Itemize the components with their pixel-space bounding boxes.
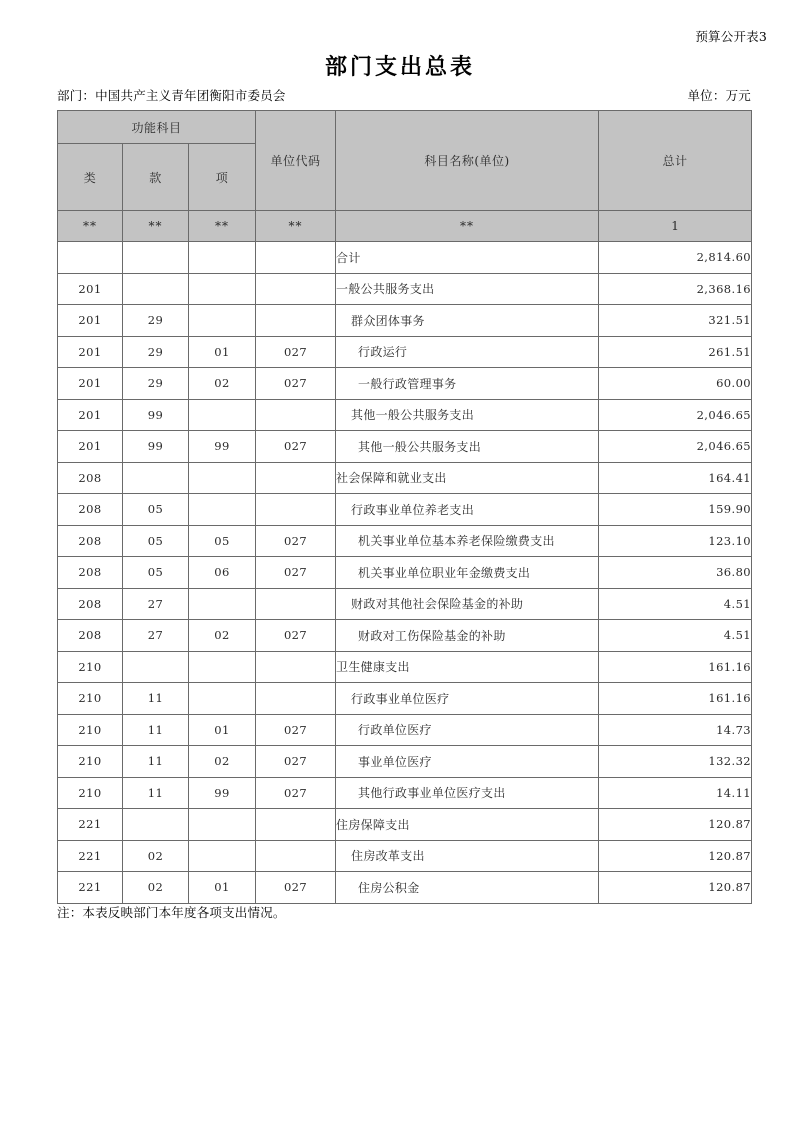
subject-name-text: 卫生健康支出 bbox=[336, 660, 410, 675]
cell-kuan: 02 bbox=[123, 840, 189, 872]
table-row bbox=[58, 399, 752, 431]
cell-subject-name bbox=[336, 714, 599, 746]
cell-xiang: 02 bbox=[189, 746, 256, 778]
page-title: 部门支出总表 bbox=[324, 55, 475, 80]
subject-name-text: 事业单位医疗 bbox=[358, 754, 432, 769]
table-row bbox=[58, 557, 752, 589]
cell-code bbox=[256, 494, 336, 526]
cell-code: 027 bbox=[256, 525, 336, 557]
department-label: 部门：中国共产主义青年团衡阳市委员会 bbox=[57, 88, 286, 103]
cell-lei: 210 bbox=[58, 714, 123, 746]
cell-code: 027 bbox=[256, 714, 336, 746]
cell-subject-name bbox=[336, 525, 599, 557]
cell-kuan: 05 bbox=[123, 557, 189, 589]
cell-lei: 210 bbox=[58, 746, 123, 778]
cell-lei: 201 bbox=[58, 305, 123, 337]
cell-kuan: 02 bbox=[123, 872, 189, 904]
cell-kuan: 11 bbox=[123, 746, 189, 778]
cell-subject-name bbox=[336, 242, 599, 274]
cell-xiang: 99 bbox=[189, 431, 256, 463]
cell-xiang bbox=[189, 462, 256, 494]
cell-xiang: 01 bbox=[189, 714, 256, 746]
cell-kuan bbox=[123, 651, 189, 683]
subject-name-text: 行政事业单位医疗 bbox=[351, 691, 450, 706]
cell-subject-name bbox=[336, 746, 599, 778]
cell-subject-name bbox=[336, 431, 599, 463]
cell-subject-name bbox=[336, 273, 599, 305]
subject-name-text: 机关事业单位基本养老保险缴费支出 bbox=[358, 534, 555, 549]
table-row bbox=[58, 714, 752, 746]
column-header-subject-name: 科目名称(单位) bbox=[336, 111, 599, 211]
index-cell-item: ** bbox=[189, 211, 256, 242]
cell-lei: 208 bbox=[58, 494, 123, 526]
table-row bbox=[58, 588, 752, 620]
cell-xiang bbox=[189, 305, 256, 337]
table-row bbox=[58, 651, 752, 683]
table-row bbox=[58, 525, 752, 557]
cell-total: 161.16 bbox=[599, 683, 752, 715]
cell-lei: 208 bbox=[58, 557, 123, 589]
cell-kuan: 27 bbox=[123, 620, 189, 652]
cell-total: 2,814.60 bbox=[599, 242, 752, 274]
subject-name-text: 财政对其他社会保险基金的补助 bbox=[351, 597, 524, 612]
cell-total: 14.11 bbox=[599, 777, 752, 809]
cell-xiang bbox=[189, 399, 256, 431]
subject-name-text: 一般公共服务支出 bbox=[336, 282, 435, 297]
cell-lei: 208 bbox=[58, 462, 123, 494]
cell-total: 60.00 bbox=[599, 368, 752, 400]
footer-note: 注：本表反映部门本年度各项支出情况。 bbox=[57, 905, 286, 920]
cell-code bbox=[256, 242, 336, 274]
cell-code bbox=[256, 683, 336, 715]
cell-total: 132.32 bbox=[599, 746, 752, 778]
cell-total: 120.87 bbox=[599, 809, 752, 841]
cell-lei: 210 bbox=[58, 683, 123, 715]
cell-lei: 201 bbox=[58, 336, 123, 368]
subject-name-text: 行政事业单位养老支出 bbox=[351, 502, 475, 517]
table-row bbox=[58, 840, 752, 872]
cell-total: 164.41 bbox=[599, 462, 752, 494]
cell-total: 4.51 bbox=[599, 620, 752, 652]
cell-lei bbox=[58, 242, 123, 274]
cell-kuan bbox=[123, 273, 189, 305]
table-head-row-group bbox=[58, 111, 752, 144]
cell-subject-name bbox=[336, 557, 599, 589]
subject-name-text: 行政单位医疗 bbox=[358, 723, 432, 738]
cell-xiang: 06 bbox=[189, 557, 256, 589]
cell-subject-name bbox=[336, 399, 599, 431]
subject-name-text: 合计 bbox=[336, 250, 361, 265]
expenditure-table-container bbox=[57, 110, 751, 904]
subject-name-text: 机关事业单位职业年金缴费支出 bbox=[358, 565, 531, 580]
cell-total: 123.10 bbox=[599, 525, 752, 557]
column-header-class: 类 bbox=[58, 144, 123, 211]
table-row bbox=[58, 368, 752, 400]
cell-kuan: 29 bbox=[123, 336, 189, 368]
cell-subject-name bbox=[336, 872, 599, 904]
subject-name-text: 其他行政事业单位医疗支出 bbox=[358, 786, 506, 801]
cell-lei: 201 bbox=[58, 273, 123, 305]
table-row bbox=[58, 683, 752, 715]
cell-subject-name bbox=[336, 620, 599, 652]
table-row bbox=[58, 305, 752, 337]
cell-lei: 221 bbox=[58, 840, 123, 872]
subject-name-text: 一般行政管理事务 bbox=[358, 376, 457, 391]
table-row bbox=[58, 273, 752, 305]
expenditure-table bbox=[57, 110, 752, 904]
cell-subject-name bbox=[336, 305, 599, 337]
cell-subject-name bbox=[336, 840, 599, 872]
cell-lei: 201 bbox=[58, 368, 123, 400]
cell-code bbox=[256, 273, 336, 305]
table-row bbox=[58, 620, 752, 652]
index-cell-subject-name: ** bbox=[336, 211, 599, 242]
unit-label: 单位：万元 bbox=[687, 88, 751, 103]
cell-kuan: 99 bbox=[123, 431, 189, 463]
cell-code: 027 bbox=[256, 557, 336, 589]
cell-lei: 208 bbox=[58, 620, 123, 652]
column-index-row bbox=[58, 211, 752, 242]
cell-kuan: 29 bbox=[123, 368, 189, 400]
cell-lei: 210 bbox=[58, 777, 123, 809]
table-row bbox=[58, 242, 752, 274]
cell-xiang bbox=[189, 809, 256, 841]
cell-total: 2,046.65 bbox=[599, 399, 752, 431]
column-header-unit-code: 单位代码 bbox=[256, 111, 336, 211]
cell-subject-name bbox=[336, 809, 599, 841]
table-row bbox=[58, 872, 752, 904]
cell-xiang bbox=[189, 651, 256, 683]
cell-lei: 221 bbox=[58, 872, 123, 904]
cell-subject-name bbox=[336, 651, 599, 683]
cell-subject-name bbox=[336, 683, 599, 715]
column-header-total: 总计 bbox=[599, 111, 752, 211]
cell-total: 159.90 bbox=[599, 494, 752, 526]
column-header-section: 款 bbox=[123, 144, 189, 211]
cell-code bbox=[256, 462, 336, 494]
cell-lei: 201 bbox=[58, 431, 123, 463]
cell-kuan: 11 bbox=[123, 683, 189, 715]
table-head bbox=[58, 111, 752, 211]
cell-total: 4.51 bbox=[599, 588, 752, 620]
cell-kuan: 29 bbox=[123, 305, 189, 337]
cell-xiang bbox=[189, 588, 256, 620]
table-body bbox=[58, 211, 752, 904]
cell-subject-name bbox=[336, 462, 599, 494]
cell-xiang: 02 bbox=[189, 368, 256, 400]
cell-code bbox=[256, 305, 336, 337]
cell-code: 027 bbox=[256, 368, 336, 400]
table-row bbox=[58, 336, 752, 368]
cell-subject-name bbox=[336, 777, 599, 809]
cell-xiang: 02 bbox=[189, 620, 256, 652]
cell-subject-name bbox=[336, 588, 599, 620]
cell-subject-name bbox=[336, 336, 599, 368]
cell-kuan: 05 bbox=[123, 525, 189, 557]
cell-code bbox=[256, 840, 336, 872]
cell-code: 027 bbox=[256, 872, 336, 904]
cell-kuan bbox=[123, 242, 189, 274]
cell-xiang: 01 bbox=[189, 872, 256, 904]
cell-xiang bbox=[189, 494, 256, 526]
table-row bbox=[58, 777, 752, 809]
cell-code: 027 bbox=[256, 620, 336, 652]
cell-code: 027 bbox=[256, 336, 336, 368]
cell-kuan: 05 bbox=[123, 494, 189, 526]
cell-code bbox=[256, 399, 336, 431]
subject-name-text: 住房改革支出 bbox=[351, 849, 425, 864]
cell-lei: 221 bbox=[58, 809, 123, 841]
cell-kuan bbox=[123, 809, 189, 841]
cell-code bbox=[256, 651, 336, 683]
cell-kuan: 11 bbox=[123, 714, 189, 746]
cell-code bbox=[256, 809, 336, 841]
cell-lei: 210 bbox=[58, 651, 123, 683]
cell-code: 027 bbox=[256, 746, 336, 778]
cell-code: 027 bbox=[256, 431, 336, 463]
cell-lei: 208 bbox=[58, 588, 123, 620]
cell-xiang bbox=[189, 273, 256, 305]
subject-name-text: 群众团体事务 bbox=[351, 313, 425, 328]
cell-lei: 201 bbox=[58, 399, 123, 431]
column-header-item: 项 bbox=[189, 144, 256, 211]
cell-xiang bbox=[189, 242, 256, 274]
subject-name-text: 其他一般公共服务支出 bbox=[351, 408, 475, 423]
subject-name-text: 行政运行 bbox=[358, 345, 408, 360]
index-cell-class: ** bbox=[58, 211, 123, 242]
cell-lei: 208 bbox=[58, 525, 123, 557]
cell-code: 027 bbox=[256, 777, 336, 809]
index-cell-section: ** bbox=[123, 211, 189, 242]
cell-xiang bbox=[189, 683, 256, 715]
cell-total: 120.87 bbox=[599, 840, 752, 872]
subject-name-text: 社会保障和就业支出 bbox=[336, 471, 447, 486]
cell-xiang bbox=[189, 840, 256, 872]
cell-total: 14.73 bbox=[599, 714, 752, 746]
table-row bbox=[58, 494, 752, 526]
table-row bbox=[58, 462, 752, 494]
subject-name-text: 财政对工伤保险基金的补助 bbox=[358, 628, 506, 643]
cell-xiang: 01 bbox=[189, 336, 256, 368]
cell-kuan: 99 bbox=[123, 399, 189, 431]
index-cell-total: 1 bbox=[599, 211, 752, 242]
index-cell-unit-code: ** bbox=[256, 211, 336, 242]
cell-kuan: 11 bbox=[123, 777, 189, 809]
table-row bbox=[58, 431, 752, 463]
cell-xiang: 05 bbox=[189, 525, 256, 557]
cell-total: 36.80 bbox=[599, 557, 752, 589]
cell-subject-name bbox=[336, 494, 599, 526]
cell-kuan: 27 bbox=[123, 588, 189, 620]
cell-total: 120.87 bbox=[599, 872, 752, 904]
cell-code bbox=[256, 588, 336, 620]
cell-total: 161.16 bbox=[599, 651, 752, 683]
table-row bbox=[58, 809, 752, 841]
cell-total: 2,046.65 bbox=[599, 431, 752, 463]
table-row bbox=[58, 746, 752, 778]
form-code-label: 预算公开表3 bbox=[695, 29, 767, 44]
cell-subject-name bbox=[336, 368, 599, 400]
cell-total: 2,368.16 bbox=[599, 273, 752, 305]
document-meta bbox=[57, 86, 751, 104]
cell-total: 321.51 bbox=[599, 305, 752, 337]
cell-kuan bbox=[123, 462, 189, 494]
subject-name-text: 住房保障支出 bbox=[336, 817, 410, 832]
cell-total: 261.51 bbox=[599, 336, 752, 368]
cell-xiang: 99 bbox=[189, 777, 256, 809]
subject-name-text: 住房公积金 bbox=[358, 880, 420, 895]
subject-name-text: 其他一般公共服务支出 bbox=[358, 439, 482, 454]
column-group-functional-subject: 功能科目 bbox=[58, 111, 256, 144]
